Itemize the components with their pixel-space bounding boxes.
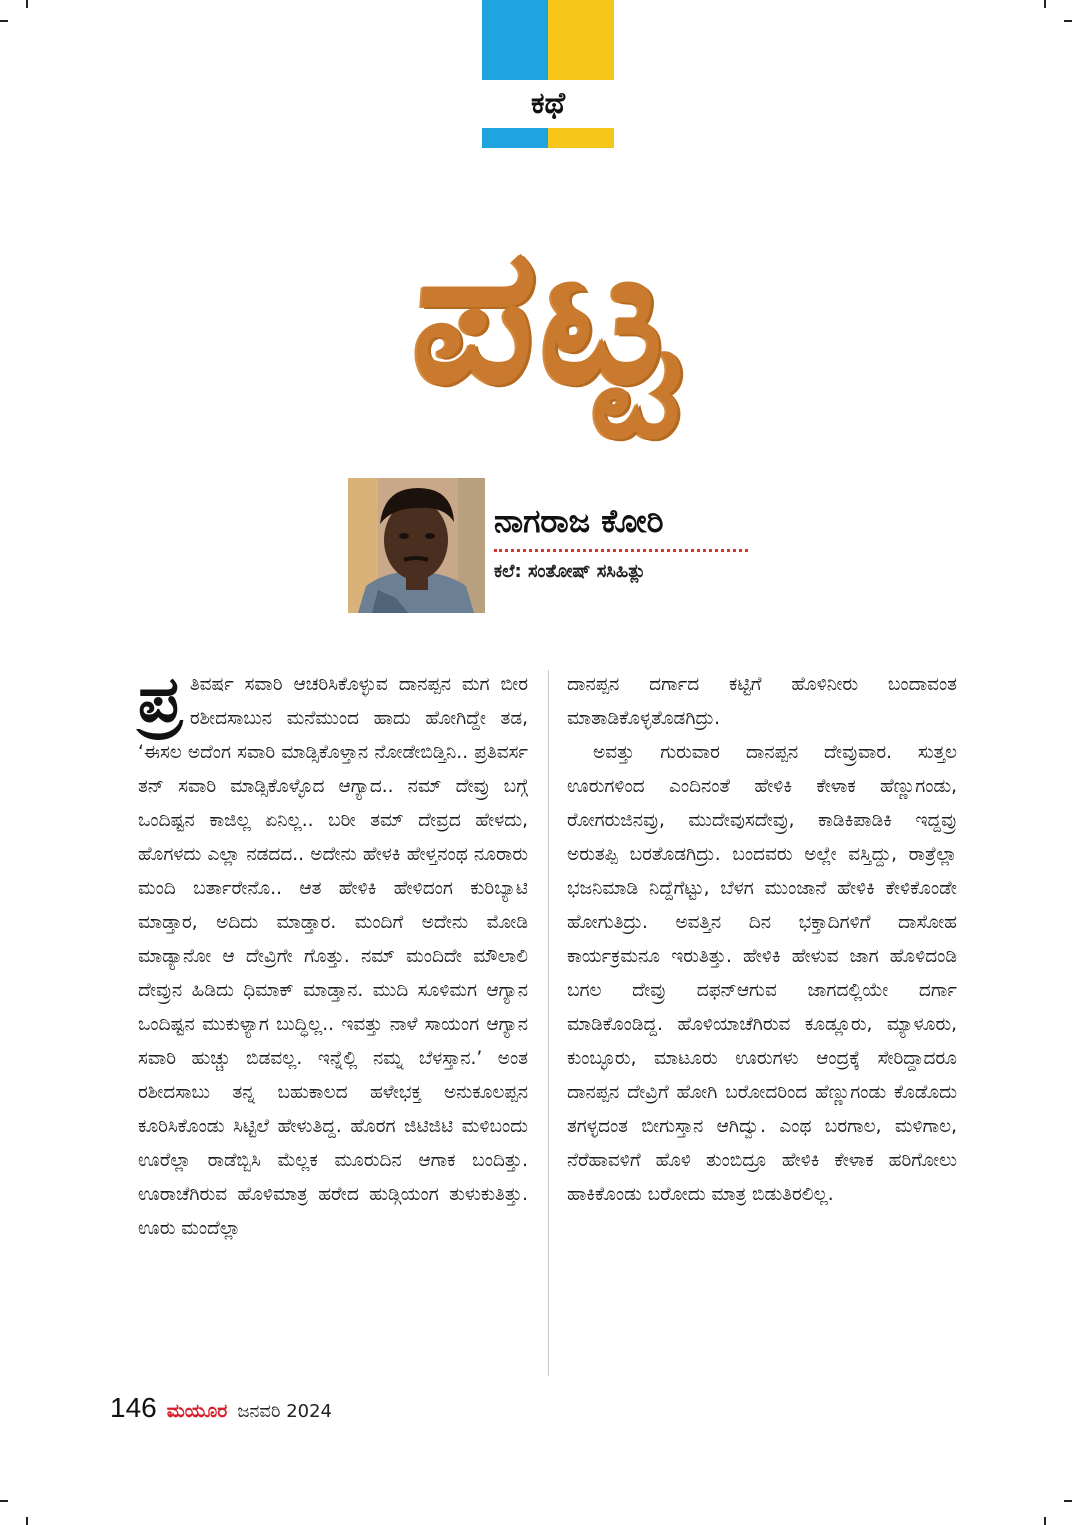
story-title (270, 160, 830, 470)
body-paragraph (138, 663, 528, 1246)
section-bar-yellow (548, 128, 614, 148)
page-footer (110, 1392, 332, 1428)
magazine-name: ಮಯೂರ (166, 1400, 228, 1422)
issue-date: ಜನವರಿ 2024 (237, 1401, 333, 1422)
author-photo (348, 478, 485, 613)
crop-mark (1044, 0, 1046, 8)
section-tag (482, 0, 614, 150)
author-photo-illustration (348, 478, 485, 613)
crop-mark (0, 1500, 8, 1502)
section-color-block-blue (482, 0, 548, 80)
crop-mark (0, 20, 8, 22)
author-divider (494, 549, 748, 552)
crop-mark (1064, 1500, 1072, 1502)
story-title-text: ಪಟ್ಟ (406, 203, 694, 426)
crop-mark (1064, 20, 1072, 22)
author-name: ನಾಗರಾಜ ಕೋರಿ (494, 502, 664, 540)
body-column-left (138, 663, 528, 1246)
body-column-right (567, 668, 957, 1212)
crop-mark (1044, 1517, 1046, 1525)
section-color-block-yellow (548, 0, 614, 80)
column-divider (548, 670, 549, 1376)
section-label: ಕಥೆ (530, 86, 566, 121)
body-paragraph: ದಾನಪ್ಪನ ದರ್ಗಾದ ಕಟ್ಟಿಗೆ ಹೊಳಿನೀರು ಬಂದಾವಂತ ಮಾತಾಡಿಕೊಳ್ಳತೊಡಗಿದ್ರು. (567, 674, 957, 729)
body-text: ತಿವರ್ಷ ಸವಾರಿ ಆಚರಿಸಿಕೊಳ್ಳುವ ದಾನಪ್ಪನ ಮಗ ಬೀರ ರಶೀದಸಾಬುನ ಮನೆಮುಂದ ಹಾದು ಹೋಗಿದ್ದೇ ತಡ, ‘ಈಸಲ ಅದೆಂಗ ಸವಾರಿ ಮಾಡ್ಸಿಕೊಳ್ತಾನ ನೋಡೇಬಿಡ್ತಿನಿ.. ಪ್ರತಿವರ್ಸ ತನ್ ಸವಾರಿ ಮಾಡ್ಸಿಕೊಳ್ಳೊದ ಆಗ್ಯಾದ.. ನಮ್ ದೇವ್ರು ಬಗ್ಗೆ ಒಂದಿಷ್ಟನ ಕಾಜಿಲ್ಲ ಏನಿಲ್ಲ.. ಬರೀ ತಮ್ ದೇವ್ರದ ಹೇಳದು, ಹೊಗಳದು ಎಲ್ಲಾ ನಡದದ.. ಅದೇನು ಹೇಳಕಿ ಹೇಳ್ತನಂಥ ನೂರಾರು ಮಂದಿ ಬರ್ತಾರೇನೊ.. ಆತ ಹೇಳಿಕಿ ಹೇಳಿದಂಗ ಕುರಿಬ್ಯಾಟಿ ಮಾಡ್ತಾರ, ಅದಿದು ಮಾಡ್ತಾರ. ಮಂದಿಗೆ ಅದೇನು ಮೋಡಿ ಮಾಡ್ಯಾನೋ ಆ ದೇವ್ರಿಗೇ ಗೊತ್ತು. ನಮ್ ಮಂದಿದೇ ಮೌಲಾಲಿ ದೇವ್ರುನ ಹಿಡಿದು ಧಿಮಾಕ್ ಮಾಡ್ತಾನ. ಮುದಿ ಸೂಳಿಮಗ ಆಗ್ಯಾನ ಒಂದಿಷ್ಟನ ಮುಕುಳ್ಯಾಗ ಬುದ್ಧಿಲ್ಲ.. ಇವತ್ತು ನಾಳೆ ಸಾಯಂಗ ಆಗ್ಯಾನ ಸವಾರಿ ಹುಚ್ಚು ಬಿಡವಲ್ಲ. ಇನ್ನೆಲ್ಲಿ ನಮ್ನ ಬೆಳಸ್ತಾನ.’ ಅಂತ ರಶೀದಸಾಬು ತನ್ನ ಬಹುಕಾಲದ ಹಳೇಭಕ್ತ ಅನುಕೂಲಪ್ಪನ ಕೂರಿಸಿಕೊಂಡು ಸಿಟ್ಟಿಲೆ ಹೇಳುತಿದ್ದ. ಹೊರಗ ಜಿಟಿಜಿಟಿ ಮಳಿಬಂದು ಊರೆಲ್ಲಾ ರಾಡೆಬ್ಬಿಸಿ ಮೆಲ್ಲಕ ಮೂರುದಿನ ಆಗಾಕ ಬಂದಿತ್ತು. ಊರಾಚೆಗಿರುವ ಹೊಳಿಮಾತ್ರ ಹರೇದ ಹುಡ್ಗಿಯಂಗ ತುಳುಕುತಿತ್ತು. ಊರು ಮಂದೆಲ್ಲಾ (138, 674, 528, 1239)
body-paragraph: ಅವತ್ತು ಗುರುವಾರ ದಾನಪ್ಪನ ದೇವ್ರುವಾರ. ಸುತ್ತಲ ಊರುಗಳಿಂದ ಎಂದಿನಂತೆ ಹೇಳಿಕಿ ಕೇಳಾಕ ಹೆಣ್ಣುಗಂಡು, ರೋಗರುಜಿನವ್ರು, ಮುದೇವುಸದೇವ್ರು, ಕಾಡಿಕಿಪಾಡಿಕಿ ಇದ್ದವ್ರು ಅರುತಪ್ಪಿ ಬರತೊಡಗಿದ್ರು. ಬಂದವರು ಅಲ್ಲೇ ವಸ್ತಿದ್ದು, ರಾತ್ರೆಲ್ಲಾ ಭಜನಿಮಾಡಿ ನಿದ್ದೆಗೆಟ್ಟು, ಬೆಳಗ ಮುಂಜಾನೆ ಹೇಳಿಕಿ ಕೇಳಿಕೊಂಡೇ ಹೋಗುತಿದ್ರು. ಅವತ್ತಿನ ದಿನ ಭಕ್ತಾದಿಗಳಿಗೆ ದಾಸೋಹ ಕಾರ್ಯಕ್ರಮನೂ ಇರುತಿತ್ತು. ಹೇಳಿಕಿ ಹೇಳುವ ಜಾಗ ಹೊಳಿದಂಡಿ ಬಗಲ ದೇವ್ರು ದಫನ್‌ಆಗುವ ಜಾಗದಲ್ಲಿಯೇ ದರ್ಗಾ ಮಾಡಿಕೊಂಡಿದ್ದ. ಹೊಳಿಯಾಚೆಗಿರುವ ಕೂಡ್ಲೂರು, ಮ್ಯಾಳೂರು, ಕುಂಬ್ಳೂರು, ಮಾಟೂರು ಊರುಗಳು ಆಂದ್ರಕ್ಕೆ ಸೇರಿದ್ದಾದರೂ ದಾನಪ್ಪನ ದೇವ್ರಿಗೆ ಹೋಗಿ ಬರೋದರಿಂದ ಹೆಣ್ಣುಗಂಡು ಕೊಡೊದು ತಗಳ್ಳದಂತ ಬೀಗುಸ್ತಾನ ಆಗಿದ್ವು. ಎಂಥ ಬರಗಾಲ, ಮಳಿಗಾಲ, ನೆರೆಹಾವಳಿಗೆ ಹೊಳಿ ತುಂಬಿದ್ರೂ ಹೇಳಿಕಿ ಕೇಳಾಕ ಹರಿಗೋಲು ಹಾಕಿಕೊಂಡು ಬರೋದು ಮಾತ್ರ ಬಿಡುತಿರಲಿಲ್ಲ. (567, 742, 957, 1205)
page-number: 146 (110, 1392, 157, 1423)
section-bar-blue (482, 128, 548, 148)
crop-mark (26, 0, 28, 8)
drop-cap: ಪ್ರ (138, 663, 182, 737)
art-credit: ಕಲೆ: ಸಂತೋಷ್ ಸಸಿಹಿತ್ಲು (494, 561, 646, 582)
crop-mark (26, 1517, 28, 1525)
